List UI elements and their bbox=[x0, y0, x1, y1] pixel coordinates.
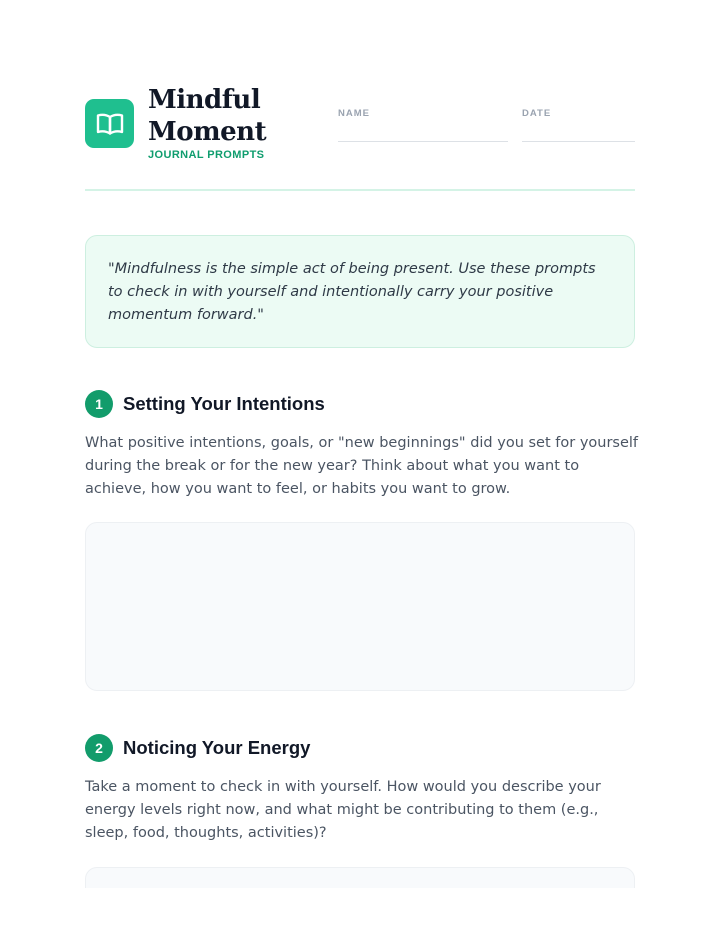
name-field[interactable] bbox=[338, 141, 508, 142]
section-number-badge: 1 bbox=[85, 390, 113, 418]
header-divider bbox=[85, 189, 635, 191]
date-field[interactable] bbox=[522, 141, 635, 142]
brand-title-line2: Moment bbox=[148, 117, 267, 147]
section-prompt: What positive intentions, goals, or "new beginnings" did you set for yourself during the break or for the new year? Think about what you want to achieve, how you want to feel, or habits you want to grow. bbox=[85, 435, 639, 497]
page-bottom-margin bbox=[0, 888, 720, 932]
brand-title-line1: Mindful bbox=[148, 85, 261, 115]
quote-text: "Mindfulness is the simple act of being present. Use these prompts to check in with yourself and intentionally carry your positive momentum forward." bbox=[108, 261, 596, 323]
name-label: NAME bbox=[338, 108, 370, 119]
section-title: Noticing Your Energy bbox=[123, 737, 311, 758]
open-book-icon bbox=[85, 99, 134, 148]
quote-box bbox=[85, 235, 635, 348]
section-title: Setting Your Intentions bbox=[123, 393, 325, 414]
section-number-badge: 2 bbox=[85, 734, 113, 762]
date-label: DATE bbox=[522, 108, 552, 119]
section-prompt: Take a moment to check in with yourself. How would you describe your energy levels right now, and what might be contributing to them (e.g., sleep, food, thoughts, activities)? bbox=[85, 779, 601, 841]
brand-subtitle: JOURNAL PROMPTS bbox=[148, 149, 265, 161]
answer-area[interactable] bbox=[85, 522, 635, 691]
brand-title bbox=[148, 84, 318, 148]
